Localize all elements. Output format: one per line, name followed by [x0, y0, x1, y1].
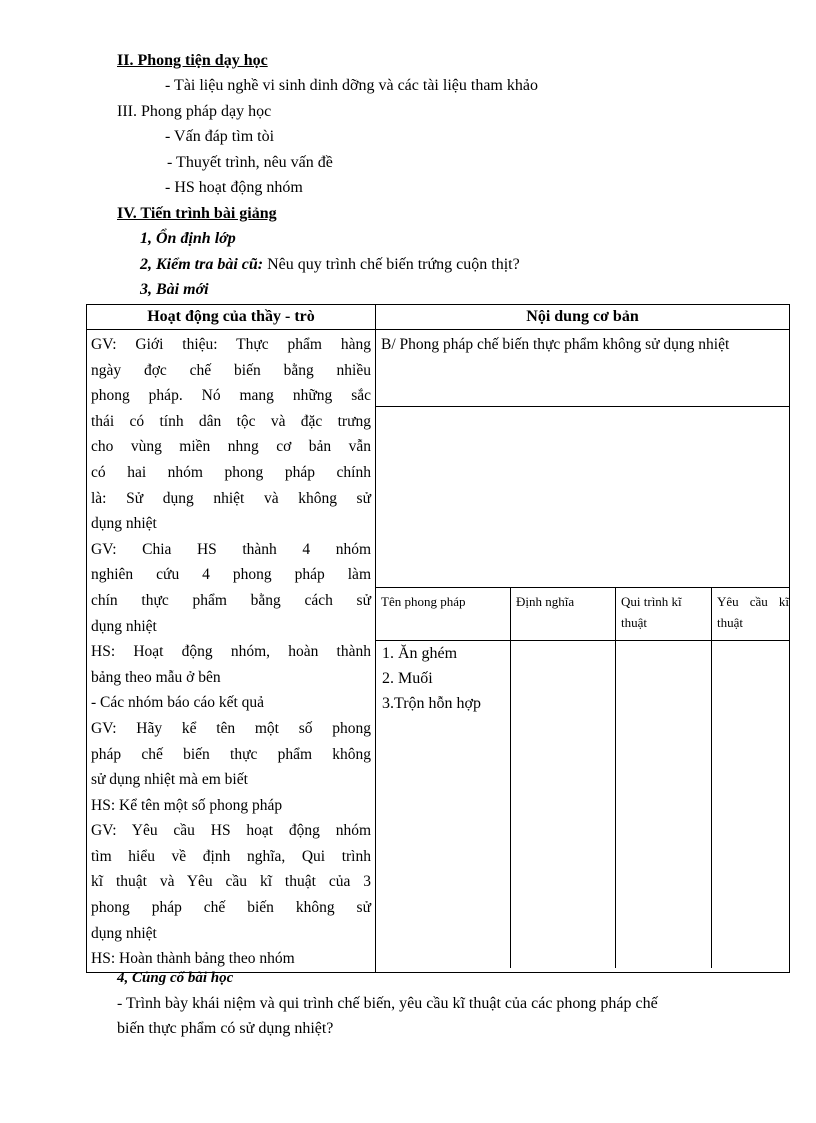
section-heading-process: IV. Tiến trình bài giảng — [117, 205, 277, 222]
header-basic-content: Nội dung cơ bản — [376, 305, 790, 330]
activity-line: thái có tính dân tộc và đặc trưng — [91, 412, 371, 430]
col-divider — [510, 587, 511, 968]
lesson-table — [86, 304, 790, 973]
divider — [376, 587, 789, 588]
activities-cell — [87, 330, 376, 973]
col-header-process: Qui trình kĩ thuật — [621, 594, 682, 630]
method-item: - HS hoạt động nhóm — [165, 179, 303, 196]
step-2-label: 2, Kiểm tra bài cũ: — [140, 256, 264, 273]
activity-line: là: Sử dụng nhiệt và không sử — [91, 489, 371, 507]
review-text-line: biến thực phẩm có sử dụng nhiệt? — [117, 1020, 334, 1037]
activity-line: phong pháp. Nó mang những sắc — [91, 387, 371, 405]
col-header-definition: Định nghĩa — [516, 594, 575, 609]
content-cell — [376, 330, 790, 973]
activity-line: HS: Hoàn thành bảng theo nhóm — [91, 950, 295, 968]
section-b-title: B/ Phong pháp chế biến thực phẩm không sử dụng nhiệt — [381, 336, 730, 353]
activity-line: dụng nhiệt — [91, 515, 157, 533]
activity-line: GV: Giới thiệu: Thực phẩm hàng — [91, 336, 371, 353]
col-header-method-name: Tên phong pháp — [381, 594, 466, 609]
step-3: 3, Bài mới — [140, 281, 209, 298]
activity-line: GV: Yêu cầu HS hoạt động nhóm — [91, 822, 371, 840]
activity-line: dụng nhiệt — [91, 924, 157, 942]
step-4: 4, Củng cố bài học — [117, 970, 234, 986]
col-divider — [711, 587, 712, 968]
step-2-text: Nêu quy trình chế biến trứng cuộn thịt? — [263, 256, 520, 273]
col-header-requirements: Yêu cầu kĩ thuật — [717, 594, 789, 630]
activity-line: GV: Hãy kể tên một số phong — [91, 719, 371, 737]
step-1: 1, Ổn định lớp — [140, 230, 236, 247]
col-divider — [615, 587, 616, 968]
review-text-line: - Trình bày khái niệm và qui trình chế biến, yêu cầu kĩ thuật của các phong pháp chế — [117, 995, 658, 1012]
means-item: - Tài liệu nghề vi sinh dinh dỡng và các tài liệu tham khảo — [165, 77, 538, 94]
activity-line: GV: Chia HS thành 4 nhóm — [91, 540, 371, 558]
method-item: - Thuyết trình, nêu vấn đề — [167, 154, 333, 171]
section-heading-means: II. Phong tiện dạy học — [117, 52, 268, 69]
activity-line: ngày đợc chế biến bằng nhiều — [91, 361, 371, 379]
activity-line: có hai nhóm phong pháp chính — [91, 463, 371, 481]
activity-line: HS: Hoạt động nhóm, hoàn thành — [91, 643, 371, 661]
activity-line: bảng theo mẫu ở bên — [91, 668, 221, 686]
activity-line: sử dụng nhiệt mà em biết — [91, 771, 248, 789]
activity-line: nghiên cứu 4 phong pháp làm — [91, 566, 371, 584]
activity-line: HS: Kể tên một số phong pháp — [91, 796, 283, 814]
activity-line: kĩ thuật và Yêu cầu kĩ thuật của 3 — [91, 873, 371, 891]
method-item: 2. Muối — [382, 670, 433, 687]
method-item: 3.Trộn hỗn hợp — [382, 695, 481, 712]
activity-line: tìm hiểu về định nghĩa, Qui trình — [91, 847, 371, 865]
activity-line: - Các nhóm báo cáo kết quả — [91, 694, 265, 712]
method-item: 1. Ăn ghém — [382, 645, 458, 662]
activity-line: dụng nhiệt — [91, 617, 157, 635]
method-item: - Vấn đáp tìm tòi — [165, 128, 275, 145]
activity-line: chín thực phẩm bằng cách sử — [91, 591, 371, 609]
header-teacher-student: Hoạt động của thầy - trò — [87, 305, 376, 330]
divider — [376, 406, 789, 407]
activity-line: pháp chế biến thực phẩm không — [91, 745, 371, 763]
activity-line: cho vùng miền nhng cơ bản vẫn — [91, 438, 371, 456]
step-2 — [140, 256, 520, 274]
section-heading-methods: III. Phong pháp dạy học — [117, 103, 272, 120]
activity-line: phong pháp chế biến không sử — [91, 899, 371, 917]
